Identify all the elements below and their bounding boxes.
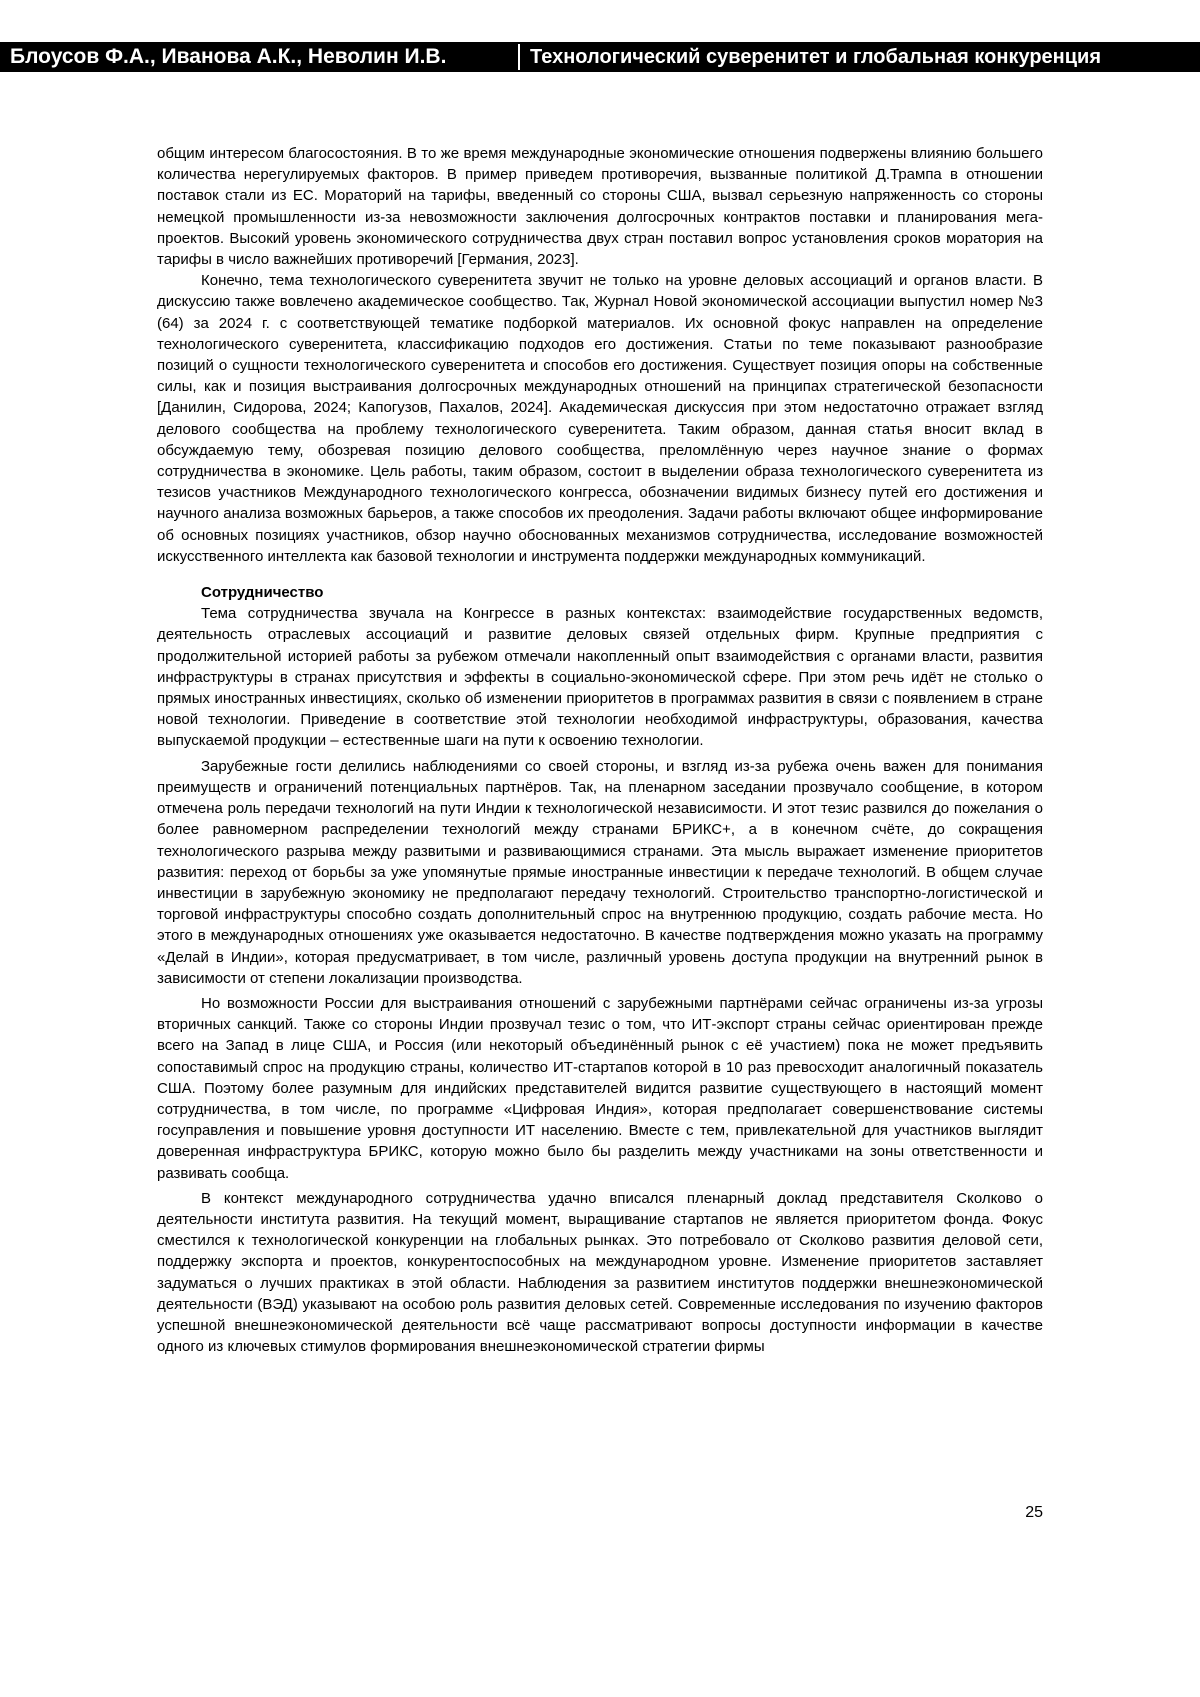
paragraph-5: Но возможности России для выстраивания отношений с зарубежными партнёрами сейчас ограничены из-за угрозы вторичных санкций. Также со стороны Индии прозвучал тезис о том, что ИТ-экспорт страны сейчас ориентирован прежде всего на Запад в лице США, и Россия (или некоторый объединённый рынок с её участием) пока не может предъявить сопоставимый спрос на продукцию страны, количество ИТ-стартапов которой в 10 раз превосходит аналогичный показатель США. Поэтому более разумным для индийских представителей видится развитие существующего в настоящий момент сотрудничества, в том числе, по программе «Цифровая Индия», которая предполагает совершенствование системы госуправления и повышение уровня доступности ИТ населению. Вместе с тем, привлекательной для участников выглядит доверенная инфраструктура БРИКС, которую можно было бы разделить между участниками на зоны ответственности и развивать сообща.	[157, 994, 1043, 1182]
running-header	[0, 42, 1200, 72]
paragraph-3: Тема сотрудничества звучала на Конгрессе в разных контекстах: взаимодействие государственных ведомств, деятельность отраслевых ассоциаций и развитие деловых связей отдельных фирм. Крупные предприятия с продолжительной историей работы за рубежом отмечали накопленный опыт взаимодействия с органами власти, развития инфраструктуры в странах присутствия и эффекты в социально-экономической сфере. При этом речь идёт не столько о прямых иностранных инвестициях, сколько об изменении приоритетов в программах развития в связи с появлением в стране новой технологии. Приведение в соответствие этой технологии необходимой инфраструктуры, образования, качества выпускаемой продукции – естественные шаги на пути к освоению технологии.	[157, 605, 1043, 750]
article-body	[157, 143, 1043, 1357]
section-heading: Сотрудничество	[201, 584, 324, 602]
page-number: 25	[1025, 1504, 1043, 1521]
paragraph-1: общим интересом благосостояния. В то же время международные экономические отношения подвержены влиянию большего количества нерегулируемых факторов. В пример приведем противоречия, вызванные политикой Д.Трампа в отношении поставок стали из ЕС. Мораторий на тарифы, введенный со стороны США, вызвал серьезную напряженность со стороны немецкой промышленности из-за невозможности заключения долгосрочных контрактов поставки и планирования мега-проектов. Высокий уровень экономического сотрудничества двух стран поставил вопрос установления сроков моратория на тарифы в число важнейших противоречий [Германия, 2023].	[157, 145, 1043, 269]
paragraph-2: Конечно, тема технологического суверенитета звучит не только на уровне деловых ассоциаций и органов власти. В дискуссию также вовлечено академическое сообщество. Так, Журнал Новой экономической ассоциации выпустил номер №3 (64) за 2024 г. с соответствующей тематике подборкой материалов. Их основной фокус направлен на определение технологического суверенитета, классификацию подходов его достижения. Статьи по теме показывают разнообразие позиций о сущности технологического суверенитета и способов его достижения. Существует позиция опоры на собственные силы, как и позиция выстраивания долгосрочных международных отношений на принципах стратегической безопасности [Данилин, Сидорова, 2024; Капогузов, Пахалов, 2024]. Академическая дискуссия при этом недостаточно отражает взгляд делового сообщества на проблему технологического суверенитета. Таким образом, данная статья вносит вклад в обсуждаемую тему, обозревая позицию делового сообщества, преломлённую через научное знание о формах сотрудничества в экономике. Цель работы, таким образом, состоит в выделении образа технологического суверенитета из тезисов участников Международного технологического конгресса, обозначении видимых бизнесу путей его достижения и научного анализа возможных барьеров, а также способов их преодоления. Задачи работы включают общее информирование об основных позициях участников, обзор научно обоснованных механизмов сотрудничества, исследование возможностей искусственного интеллекта как базовой технологии и инструмента поддержки международных коммуникаций.	[157, 272, 1043, 565]
header-authors: Блоусов Ф.А., Иванова А.К., Неволин И.В.	[10, 45, 447, 68]
header-title: Технологический суверенитет и глобальная конкуренция	[530, 45, 1101, 68]
paragraph-4: Зарубежные гости делились наблюдениями со своей стороны, и взгляд из-за рубежа очень важен для понимания преимуществ и ограничений потенциальных партнёров. Так, на пленарном заседании прозвучало сообщение, в котором отмечена роль передачи технологий на пути Индии к технологической независимости. И этот тезис развился до пожелания о более равномерном распределении технологий между странами БРИКС+, а в конечном счёте, до сокращения технологического разрыва между развитыми и развивающимися странами. Эта мысль выражает изменение приоритетов развития: переход от борьбы за уже упомянутые прямые иностранные инвестиции к передаче технологий. В общем случае инвестиции в зарубежную экономику не предполагают передачу технологий. Строительство транспортно-логистической и торговой инфраструктуры способно создать дополнительный спрос на внутреннюю продукцию, создать рабочие места. Но этого в международных отношениях уже оказывается недостаточно. В качестве подтверждения можно указать на программу «Делай в Индии», которая предусматривает, в том числе, различный уровень доступа продукции на внутренний рынок в зависимости от степени локализации производства.	[157, 757, 1043, 987]
paragraph-6: В контекст международного сотрудничества удачно вписался пленарный доклад представителя Сколково о деятельности института развития. На текущий момент, выращивание стартапов не является приоритетом фонда. Фокус сместился к технологической конкуренции на глобальных рынках. Это потребовало от Сколково развития деловой сети, поддержку экспорта и проектов, конкурентоспособных на международном уровне. Изменение приоритетов заставляет задуматься о лучших практиках в этой области. Наблюдения за развитием институтов поддержки внешнеэкономической деятельности (ВЭД) указывают на особою роль развития деловых сетей. Современные исследования по изучению факторов успешной внешнеэкономической деятельности всё чаще рассматривают вопросы доступности информации в качестве одного из ключевых стимулов формирования внешнеэкономической стратегии фирмы	[157, 1189, 1043, 1356]
